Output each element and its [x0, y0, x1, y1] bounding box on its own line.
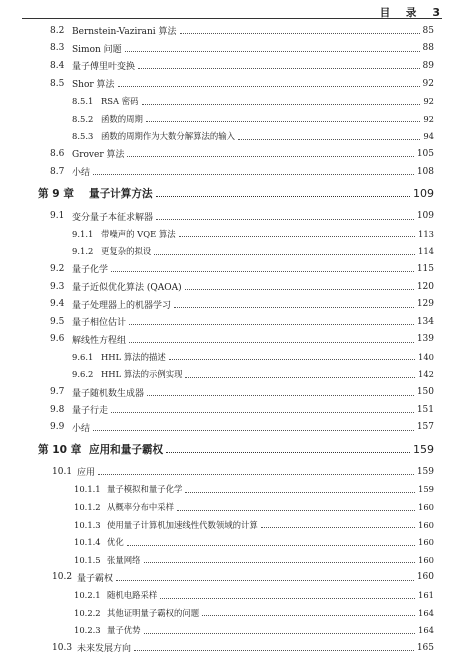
dot-leader [111, 412, 414, 413]
dot-leader [134, 650, 414, 651]
entry-number: 9.2 [50, 263, 65, 274]
toc-section-entry[interactable] [0, 145, 464, 163]
dot-leader [98, 474, 414, 475]
entry-page-number: 109 [416, 211, 434, 222]
dot-leader [142, 104, 421, 105]
entry-title: 量子相位估计 [72, 318, 127, 329]
toc-subsection-entry[interactable] [0, 481, 464, 499]
entry-page-number: 129 [416, 299, 434, 310]
entry-title: RSA 密码 [101, 96, 139, 107]
entry-page-number: 160 [418, 502, 434, 513]
entry-page-number: 105 [416, 148, 434, 159]
entry-number: 10.2 [52, 572, 73, 583]
toc-section-entry[interactable] [0, 57, 464, 75]
dot-leader [93, 430, 414, 431]
entry-number: 8.5.1 [72, 96, 94, 107]
entry-number: 10.1 [52, 466, 73, 477]
dot-leader [118, 86, 420, 87]
entry-title: 未来发展方向 [77, 644, 132, 655]
toc-section-entry[interactable] [0, 383, 464, 401]
entry-page-number: 92 [422, 78, 434, 89]
entry-title: 更复杂的拟设 [101, 246, 152, 257]
dot-leader [177, 510, 415, 511]
toc-subsection-entry[interactable] [0, 516, 464, 534]
dot-leader [169, 359, 415, 360]
dot-leader [156, 196, 410, 197]
entry-number: 8.3 [50, 43, 65, 54]
toc-subsection-entry[interactable] [0, 498, 464, 516]
entry-title: 量子计算方法 [89, 188, 153, 201]
toc-subsection-entry[interactable] [0, 128, 464, 146]
dot-leader [180, 33, 420, 34]
header-title: 目 录 [379, 6, 423, 19]
entry-page-number: 160 [418, 554, 434, 565]
entry-title: 量子模拟和量子化学 [107, 484, 183, 495]
entry-title: 使用量子计算机加速线性代数领域的计算 [107, 519, 258, 530]
entry-title: 量子行走 [72, 406, 109, 417]
entry-number: 第 9 章 [38, 188, 74, 201]
entry-title: Bernstein-Vazirani 算法 [72, 27, 177, 38]
entry-page-number: 160 [418, 519, 434, 530]
entry-page-number: 94 [423, 131, 434, 142]
entry-title: Simon 问题 [72, 44, 122, 55]
toc-section-entry[interactable] [0, 569, 464, 587]
entry-title: 变分量子本征求解器 [72, 212, 154, 223]
toc-section-entry[interactable] [0, 463, 464, 481]
entry-number: 9.6 [50, 334, 65, 345]
dot-leader [185, 289, 414, 290]
entry-page-number: 161 [418, 590, 434, 601]
toc-chapter-entry[interactable] [0, 436, 464, 463]
entry-number: 10.2.1 [74, 590, 101, 601]
entry-number: 10.1.3 [74, 519, 101, 530]
entry-title: 量子化学 [72, 265, 109, 276]
entry-title: 优化 [107, 537, 124, 548]
entry-title: 量子近似优化算法 (QAOA) [72, 283, 182, 294]
dot-leader [93, 174, 414, 175]
toc-chapter-entry[interactable] [0, 180, 464, 207]
entry-title: 量子霸权 [77, 573, 114, 584]
dot-leader [147, 395, 414, 396]
entry-title: 张量网络 [107, 554, 141, 565]
dot-leader [116, 580, 414, 581]
entry-number: 8.4 [50, 60, 65, 71]
toc-section-entry[interactable] [0, 313, 464, 331]
entry-page-number: 92 [423, 113, 434, 124]
entry-number: 9.9 [50, 422, 65, 433]
toc-subsection-entry[interactable] [0, 348, 464, 366]
entry-title: 函数的周期 [101, 113, 143, 124]
entry-title: 应用 [77, 468, 96, 479]
entry-page-number: 140 [418, 351, 434, 362]
entry-number: 第 10 章 [38, 444, 82, 457]
dot-leader [179, 236, 415, 237]
toc-subsection-entry[interactable] [0, 621, 464, 639]
entry-page-number: 157 [416, 422, 434, 433]
dot-leader [144, 633, 416, 634]
toc-section-entry[interactable] [0, 163, 464, 181]
toc-section-entry[interactable] [0, 40, 464, 58]
dot-leader [202, 615, 415, 616]
entry-number: 10.1.2 [74, 502, 101, 513]
entry-page-number: 150 [416, 387, 434, 398]
entry-page-number: 134 [416, 316, 434, 327]
entry-number: 8.6 [50, 148, 65, 159]
entry-page-number: 159 [418, 484, 434, 495]
toc-subsection-entry[interactable] [0, 586, 464, 604]
toc-subsection-entry[interactable] [0, 604, 464, 622]
toc-section-entry[interactable] [0, 75, 464, 93]
toc-section-entry[interactable] [0, 401, 464, 419]
entry-number: 9.6.2 [72, 369, 94, 380]
entry-number: 9.6.1 [72, 351, 94, 362]
toc-section-entry[interactable] [0, 22, 464, 40]
entry-title: 小结 [72, 423, 91, 434]
dot-leader [127, 545, 415, 546]
toc-subsection-entry[interactable] [0, 533, 464, 551]
entry-page-number: 160 [418, 537, 434, 548]
dot-leader [129, 342, 414, 343]
dot-leader [261, 527, 415, 528]
entry-number: 10.1.5 [74, 554, 101, 565]
toc-section-entry[interactable] [0, 639, 464, 657]
entry-page-number: 109 [413, 187, 434, 201]
entry-number: 9.1.1 [72, 228, 94, 239]
dot-leader [111, 271, 414, 272]
entry-page-number: 92 [423, 96, 434, 107]
entry-title: 函数的周期作为大数分解算法的输入 [101, 131, 235, 142]
entry-number: 10.1.4 [74, 537, 101, 548]
entry-page-number: 165 [416, 642, 434, 653]
entry-title: 从概率分布中采样 [107, 502, 174, 513]
entry-page-number: 114 [418, 246, 434, 257]
toc-subsection-entry[interactable] [0, 243, 464, 261]
dot-leader [156, 219, 414, 220]
entry-number: 9.5 [50, 316, 65, 327]
entry-title: Shor 算法 [72, 80, 115, 91]
dot-leader [174, 307, 414, 308]
toc-section-entry[interactable] [0, 207, 464, 225]
dot-leader [185, 492, 415, 493]
toc-subsection-entry[interactable] [0, 366, 464, 384]
entry-page-number: 89 [422, 60, 434, 71]
dot-leader [160, 598, 415, 599]
toc-subsection-entry[interactable] [0, 92, 464, 110]
entry-page-number: 88 [422, 43, 434, 54]
entry-page-number: 142 [418, 369, 434, 380]
entry-number: 9.7 [50, 387, 65, 398]
toc-section-entry[interactable] [0, 418, 464, 436]
entry-title: 量子处理器上的机器学习 [72, 300, 172, 311]
dot-leader [129, 324, 414, 325]
entry-number: 9.8 [50, 404, 65, 415]
dot-leader [125, 51, 420, 52]
dot-leader [166, 452, 410, 453]
dot-leader [154, 254, 415, 255]
entry-title: 量子优势 [107, 625, 141, 636]
entry-page-number: 139 [416, 334, 434, 345]
entry-title: Grover 算法 [72, 150, 125, 161]
entry-number: 9.1 [50, 211, 65, 222]
entry-number: 8.5.2 [72, 113, 94, 124]
entry-number: 10.3 [52, 642, 73, 653]
toc-section-entry[interactable] [0, 278, 464, 296]
toc-subsection-entry[interactable] [0, 225, 464, 243]
entry-page-number: 159 [413, 443, 434, 457]
table-of-contents [0, 22, 464, 657]
entry-number: 8.2 [50, 25, 65, 36]
header-page-number: 3 [432, 5, 440, 19]
dot-leader [144, 562, 416, 563]
entry-title: HHL 算法的示例实现 [101, 369, 183, 380]
dot-leader [238, 139, 420, 140]
entry-number: 9.1.2 [72, 246, 94, 257]
entry-number: 10.2.2 [74, 607, 101, 618]
entry-page-number: 164 [418, 607, 434, 618]
toc-subsection-entry[interactable] [0, 551, 464, 569]
entry-page-number: 164 [418, 625, 434, 636]
entry-title: 量子傅里叶变换 [72, 62, 136, 73]
dot-leader [185, 377, 415, 378]
entry-title: 量子随机数生成器 [72, 388, 145, 399]
entry-page-number: 113 [418, 228, 434, 239]
entry-title: 随机电路采样 [107, 590, 158, 601]
entry-page-number: 115 [416, 263, 434, 274]
entry-title: 其他证明量子霸权的问题 [107, 607, 200, 618]
entry-number: 8.7 [50, 166, 65, 177]
entry-page-number: 120 [416, 281, 434, 292]
entry-page-number: 159 [416, 466, 434, 477]
entry-number: 8.5.3 [72, 131, 94, 142]
entry-title: HHL 算法的描述 [101, 351, 166, 362]
entry-number: 10.1.1 [74, 484, 101, 495]
entry-page-number: 85 [422, 25, 434, 36]
entry-number: 10.2.3 [74, 625, 101, 636]
entry-page-number: 151 [416, 404, 434, 415]
entry-title: 小结 [72, 168, 91, 179]
toc-section-entry[interactable] [0, 260, 464, 278]
dot-leader [146, 121, 420, 122]
entry-page-number: 108 [416, 166, 434, 177]
toc-subsection-entry[interactable] [0, 110, 464, 128]
toc-section-entry[interactable] [0, 331, 464, 349]
entry-number: 9.3 [50, 281, 65, 292]
entry-number: 8.5 [50, 78, 65, 89]
header-rule [22, 18, 442, 19]
toc-section-entry[interactable] [0, 295, 464, 313]
dot-leader [127, 156, 413, 157]
dot-leader [138, 68, 420, 69]
entry-page-number: 160 [416, 572, 434, 583]
entry-title: 应用和量子霸权 [89, 444, 164, 457]
entry-number: 9.4 [50, 299, 65, 310]
entry-title: 带噪声的 VQE 算法 [101, 228, 176, 239]
entry-title: 解线性方程组 [72, 335, 127, 346]
